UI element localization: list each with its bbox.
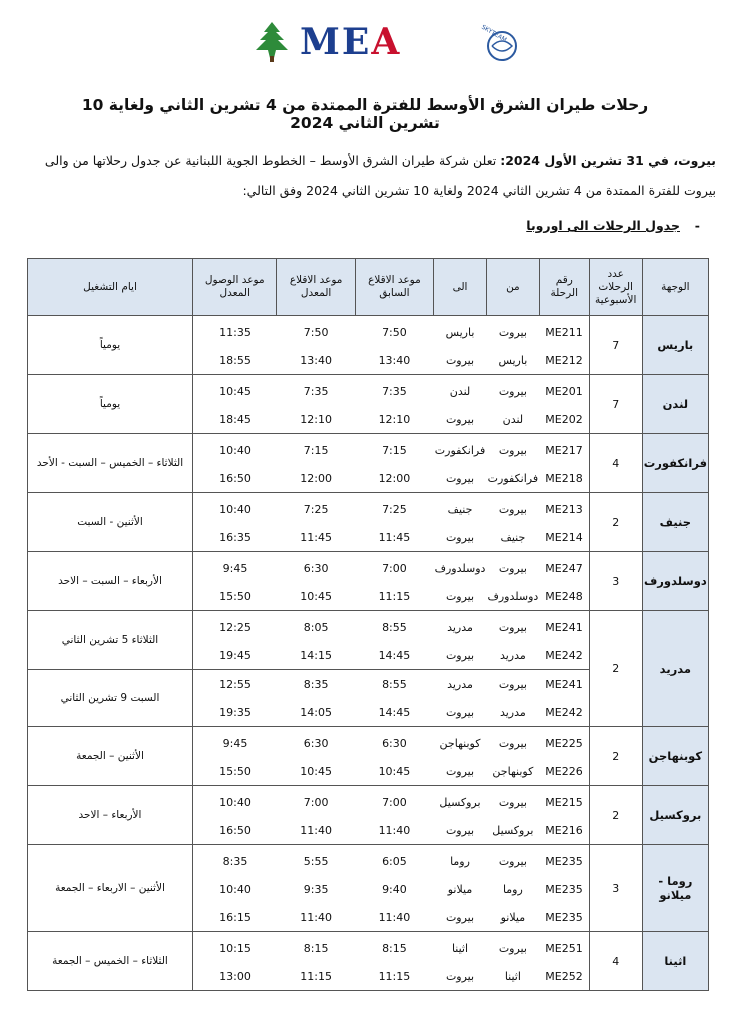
- new-arrival-cell: 10:15: [193, 932, 277, 963]
- new-arrival-cell: 19:45: [193, 641, 277, 670]
- operating-days-cell: الأثنين – الاربعاء – الجمعة: [28, 845, 193, 932]
- operating-days-cell: الأربعاء – الاحد: [28, 786, 193, 845]
- prev-departure-cell: 6:30: [355, 727, 433, 758]
- new-arrival-cell: 18:55: [193, 346, 277, 375]
- prev-departure-cell: 12:00: [355, 464, 433, 493]
- intro-lead: بيروت، في 31 تشرين الأول 2024:: [500, 153, 716, 168]
- new-arrival-cell: 12:55: [219, 677, 251, 691]
- flight-number-cell: ME247: [539, 552, 589, 583]
- header-flight: رقم الرحلة: [539, 259, 589, 316]
- to-cell: لندن: [434, 375, 487, 406]
- destination-cell: اثينا: [642, 932, 708, 991]
- flight-number-cell: ME251: [539, 932, 589, 963]
- new-arrival-cell: 18:45: [193, 405, 277, 434]
- to-cell: دوسلدورف: [434, 552, 487, 583]
- to-cell: بيروت: [434, 582, 487, 611]
- flight-number-cell: ME241: [539, 611, 589, 642]
- from-cell: فرانكفورت: [486, 464, 539, 493]
- new-arrival-cell: 10:40: [219, 882, 251, 896]
- to-cell: بيروت: [434, 698, 487, 727]
- operating-days-cell: الأثنين – الجمعة: [28, 727, 193, 786]
- to-cell: بيروت: [434, 523, 487, 552]
- prev-departure-cell: 11:45: [355, 523, 433, 552]
- new-arrival-cell: 16:35: [193, 523, 277, 552]
- new-departure-cell: 11:40: [277, 816, 355, 845]
- table-body: [28, 316, 709, 991]
- new-arrival-cell: 8:35: [193, 845, 277, 876]
- table-row: [28, 552, 709, 583]
- destination-cell: روما - ميلانو: [642, 845, 708, 932]
- from-cell: بيروت: [486, 316, 539, 347]
- flight-number-cell: ME211: [539, 316, 589, 347]
- new-departure-cell: 7:35: [277, 375, 355, 406]
- from-cell: كوبنهاجن: [486, 757, 539, 786]
- new-departure-cell: 10:45: [277, 757, 355, 786]
- table-row: [28, 932, 709, 963]
- weekly-count-cell: 2: [589, 611, 642, 727]
- from-cell: مدريد: [486, 641, 539, 670]
- weekly-count-cell: 7: [589, 316, 642, 375]
- flight-number-cell: ME218: [539, 464, 589, 493]
- from-cell: دوسلدورف: [486, 582, 539, 611]
- new-departure-cell: 13:40: [277, 346, 355, 375]
- from-cell: ميلانو: [486, 903, 539, 932]
- to-cell: اثينا: [434, 932, 487, 963]
- new-arrival-cell: 9:45: [193, 727, 277, 758]
- flight-number-cell: ME215: [539, 786, 589, 817]
- weekly-count-cell: 2: [589, 727, 642, 786]
- cedar-tree-icon: [250, 20, 294, 64]
- bullet-dash: -: [694, 218, 700, 233]
- from-cell: جنيف: [486, 523, 539, 552]
- to-cell: بيروت: [434, 464, 487, 493]
- destination-cell: فرانكفورت: [642, 434, 708, 493]
- new-departure-cell: 8:05: [277, 611, 355, 642]
- table-row: [28, 727, 709, 758]
- new-arrival-cell: 10:40: [193, 493, 277, 524]
- from-cell: بيروت: [486, 552, 539, 583]
- operating-days-cell: الأربعاء – السبت – الاحد: [28, 552, 193, 611]
- flight-number-cell: ME248: [539, 582, 589, 611]
- weekly-count-cell: 7: [589, 375, 642, 434]
- destination-cell: بروكسيل: [642, 786, 708, 845]
- header-from: من: [486, 259, 539, 316]
- table-row: [28, 434, 709, 465]
- table-row: [28, 375, 709, 406]
- prev-departure-cell: 7:00: [355, 786, 433, 817]
- header-new-arr: موعد الوصول المعدل: [193, 259, 277, 316]
- new-departure-cell: 11:45: [277, 523, 355, 552]
- prev-departure-cell: 11:40: [355, 816, 433, 845]
- from-cell: مدريد: [486, 698, 539, 727]
- from-cell: اثينا: [486, 962, 539, 991]
- new-departure-cell: 12:00: [277, 464, 355, 493]
- prev-departure-cell: 14:45: [355, 641, 433, 670]
- table-row: [28, 845, 709, 876]
- prev-departure-cell: 11:40: [355, 903, 433, 932]
- to-cell: باريس: [434, 316, 487, 347]
- to-cell: مدريد: [434, 611, 487, 642]
- header-new-dep: موعد الاقلاع المعدل: [277, 259, 355, 316]
- header-dest: الوجهة: [642, 259, 708, 316]
- new-arrival-cell: 15:50: [193, 582, 277, 611]
- from-cell: بيروت: [486, 375, 539, 406]
- from-cell: بيروت: [486, 786, 539, 817]
- destination-cell: جنيف: [642, 493, 708, 552]
- new-arrival-cell: 16:50: [193, 816, 277, 845]
- new-departure-cell: 11:40: [277, 903, 355, 932]
- new-departure-cell: 8:35: [303, 677, 329, 691]
- from-cell: بيروت: [486, 434, 539, 465]
- weekly-count-cell: 4: [589, 434, 642, 493]
- header-days: ايام التشغيل: [28, 259, 193, 316]
- destination-cell: باريس: [642, 316, 708, 375]
- from-cell: بيروت: [486, 845, 539, 876]
- flight-number-cell: ME235: [545, 882, 583, 896]
- flight-number-cell: ME213: [539, 493, 589, 524]
- new-departure-cell: 5:55: [277, 845, 355, 876]
- new-departure-cell: 9:35: [303, 882, 329, 896]
- new-arrival-cell: 10:40: [193, 434, 277, 465]
- weekly-count-cell: 2: [589, 493, 642, 552]
- weekly-count-cell: 2: [589, 786, 642, 845]
- section-subheading: [526, 218, 700, 233]
- destination-cell: لندن: [642, 375, 708, 434]
- operating-days-cell: يومياً: [28, 316, 193, 375]
- new-arrival-cell: 12:25: [193, 611, 277, 642]
- skyteam-logo-icon: [478, 22, 522, 66]
- new-arrival-cell: 16:15: [193, 903, 277, 932]
- to-cell: مدريد: [447, 677, 473, 691]
- europe-flights-table: [27, 258, 709, 991]
- new-arrival-cell: 15:50: [193, 757, 277, 786]
- prev-departure-cell: 9:40: [382, 882, 407, 896]
- table-row: [28, 316, 709, 347]
- intro-paragraph: [40, 146, 716, 206]
- operating-days-cell: الثلاثاء – الخميس – الجمعة: [28, 932, 193, 991]
- header-weekly: عدد الرحلات الأسبوعية: [589, 259, 642, 316]
- to-cell: بيروت: [434, 962, 487, 991]
- flight-number-cell: ME235: [539, 903, 589, 932]
- flight-number-cell: ME214: [539, 523, 589, 552]
- flight-number-cell: ME201: [539, 375, 589, 406]
- from-cell: بيروت: [486, 932, 539, 963]
- prev-departure-cell: 7:15: [355, 434, 433, 465]
- new-arrival-cell: 19:35: [193, 698, 277, 727]
- prev-departure-cell: 6:05: [355, 845, 433, 876]
- prev-departure-cell: 7:25: [355, 493, 433, 524]
- new-departure-cell: 14:15: [277, 641, 355, 670]
- new-departure-cell: 8:15: [277, 932, 355, 963]
- to-cell: ميلانو: [447, 882, 473, 896]
- flight-number-cell: ME252: [539, 962, 589, 991]
- weekly-count-cell: 3: [589, 552, 642, 611]
- new-arrival-cell: 9:45: [193, 552, 277, 583]
- flight-number-cell: ME242: [539, 698, 589, 727]
- new-arrival-cell: 16:50: [193, 464, 277, 493]
- prev-departure-cell: 7:35: [355, 375, 433, 406]
- new-departure-cell: 11:15: [277, 962, 355, 991]
- to-cell: روما: [434, 845, 487, 876]
- page-title: رحلات طيران الشرق الأوسط للفترة الممتدة من 4 تشرين الثاني ولغاية 10 تشرين الثاني 2024: [81, 96, 649, 132]
- prev-departure-cell: 10:45: [355, 757, 433, 786]
- new-departure-cell: 6:30: [277, 552, 355, 583]
- new-departure-cell: 14:05: [277, 698, 355, 727]
- operating-days-cell: يومياً: [28, 375, 193, 434]
- to-cell: بيروت: [434, 903, 487, 932]
- to-cell: كوبنهاجن: [434, 727, 487, 758]
- prev-departure-cell: 13:40: [355, 346, 433, 375]
- from-cell: لندن: [486, 405, 539, 434]
- weekly-count-cell: 4: [589, 932, 642, 991]
- mea-logo: [250, 18, 530, 68]
- to-cell: بيروت: [434, 757, 487, 786]
- from-cell: باريس: [486, 346, 539, 375]
- flight-number-cell: ME216: [539, 816, 589, 845]
- to-cell: جنيف: [434, 493, 487, 524]
- from-cell: بيروت: [498, 677, 527, 691]
- prev-departure-cell: 7:00: [355, 552, 433, 583]
- to-cell: بيروت: [434, 346, 487, 375]
- new-departure-cell: 10:45: [277, 582, 355, 611]
- flight-number-cell: ME217: [539, 434, 589, 465]
- prev-departure-cell: 11:15: [355, 962, 433, 991]
- flight-number-cell: ME225: [539, 727, 589, 758]
- prev-departure-cell: 8:55: [382, 677, 407, 691]
- to-cell: بيروت: [434, 641, 487, 670]
- header-to: الى: [434, 259, 487, 316]
- new-departure-cell: 12:10: [277, 405, 355, 434]
- mea-wordmark: MEA: [300, 21, 402, 63]
- new-departure-cell: 7:25: [277, 493, 355, 524]
- subheading-text: جدول الرحلات الى اوروبا: [526, 218, 680, 233]
- flight-number-cell: ME202: [539, 405, 589, 434]
- prev-departure-cell: 14:45: [355, 698, 433, 727]
- prev-departure-cell: 8:15: [355, 932, 433, 963]
- table-row: [28, 786, 709, 817]
- flight-number-cell: ME242: [539, 641, 589, 670]
- to-cell: فرانكفورت: [434, 434, 487, 465]
- prev-departure-cell: 8:55: [355, 611, 433, 642]
- prev-departure-cell: 12:10: [355, 405, 433, 434]
- flight-number-cell: ME212: [539, 346, 589, 375]
- flight-number-cell: ME241: [545, 677, 583, 691]
- new-arrival-cell: 11:35: [193, 316, 277, 347]
- from-cell: روما: [502, 882, 523, 896]
- to-cell: بيروت: [434, 405, 487, 434]
- destination-cell: كوبنهاجن: [642, 727, 708, 786]
- prev-departure-cell: 7:50: [355, 316, 433, 347]
- flight-number-cell: ME235: [539, 845, 589, 876]
- intro-body: تعلن شركة طيران الشرق الأوسط – الخطوط الجوية اللبنانية عن جدول رحلاتها من والى بيروت للفترة الممتدة من 4 تشرين الثاني 2024 ولغاية 10 تشرين الثاني 2024 وفق التالي:: [44, 153, 716, 198]
- new-departure-cell: 7:15: [277, 434, 355, 465]
- new-arrival-cell: 10:40: [193, 786, 277, 817]
- table-header-row: [28, 259, 709, 316]
- table-row: [28, 493, 709, 524]
- svg-text:SKYTEAM: SKYTEAM: [480, 23, 508, 44]
- weekly-count-cell: 3: [589, 845, 642, 932]
- new-arrival-cell: 13:00: [193, 962, 277, 991]
- new-departure-cell: 7:50: [277, 316, 355, 347]
- destination-cell: دوسلدورف: [642, 552, 708, 611]
- new-arrival-cell: 10:45: [193, 375, 277, 406]
- flight-number-cell: ME226: [539, 757, 589, 786]
- prev-departure-cell: 11:15: [355, 582, 433, 611]
- operating-days-cell: السبت 9 تشرين الثاني: [28, 670, 193, 727]
- header-prev-dep: موعد الاقلاع السابق: [355, 259, 433, 316]
- from-cell: بيروت: [486, 611, 539, 642]
- new-departure-cell: 7:00: [277, 786, 355, 817]
- destination-cell: مدريد: [642, 611, 708, 727]
- from-cell: بروكسيل: [486, 816, 539, 845]
- from-cell: بيروت: [486, 727, 539, 758]
- operating-days-cell: الثلاثاء – الخميس – السبت - الأحد: [28, 434, 193, 493]
- operating-days-cell: الثلاثاء 5 تشرين الثاني: [28, 611, 193, 670]
- table-row: [28, 611, 709, 642]
- to-cell: بروكسيل: [434, 786, 487, 817]
- from-cell: بيروت: [486, 493, 539, 524]
- operating-days-cell: الأثنين - السبت: [28, 493, 193, 552]
- new-departure-cell: 6:30: [277, 727, 355, 758]
- to-cell: بيروت: [434, 816, 487, 845]
